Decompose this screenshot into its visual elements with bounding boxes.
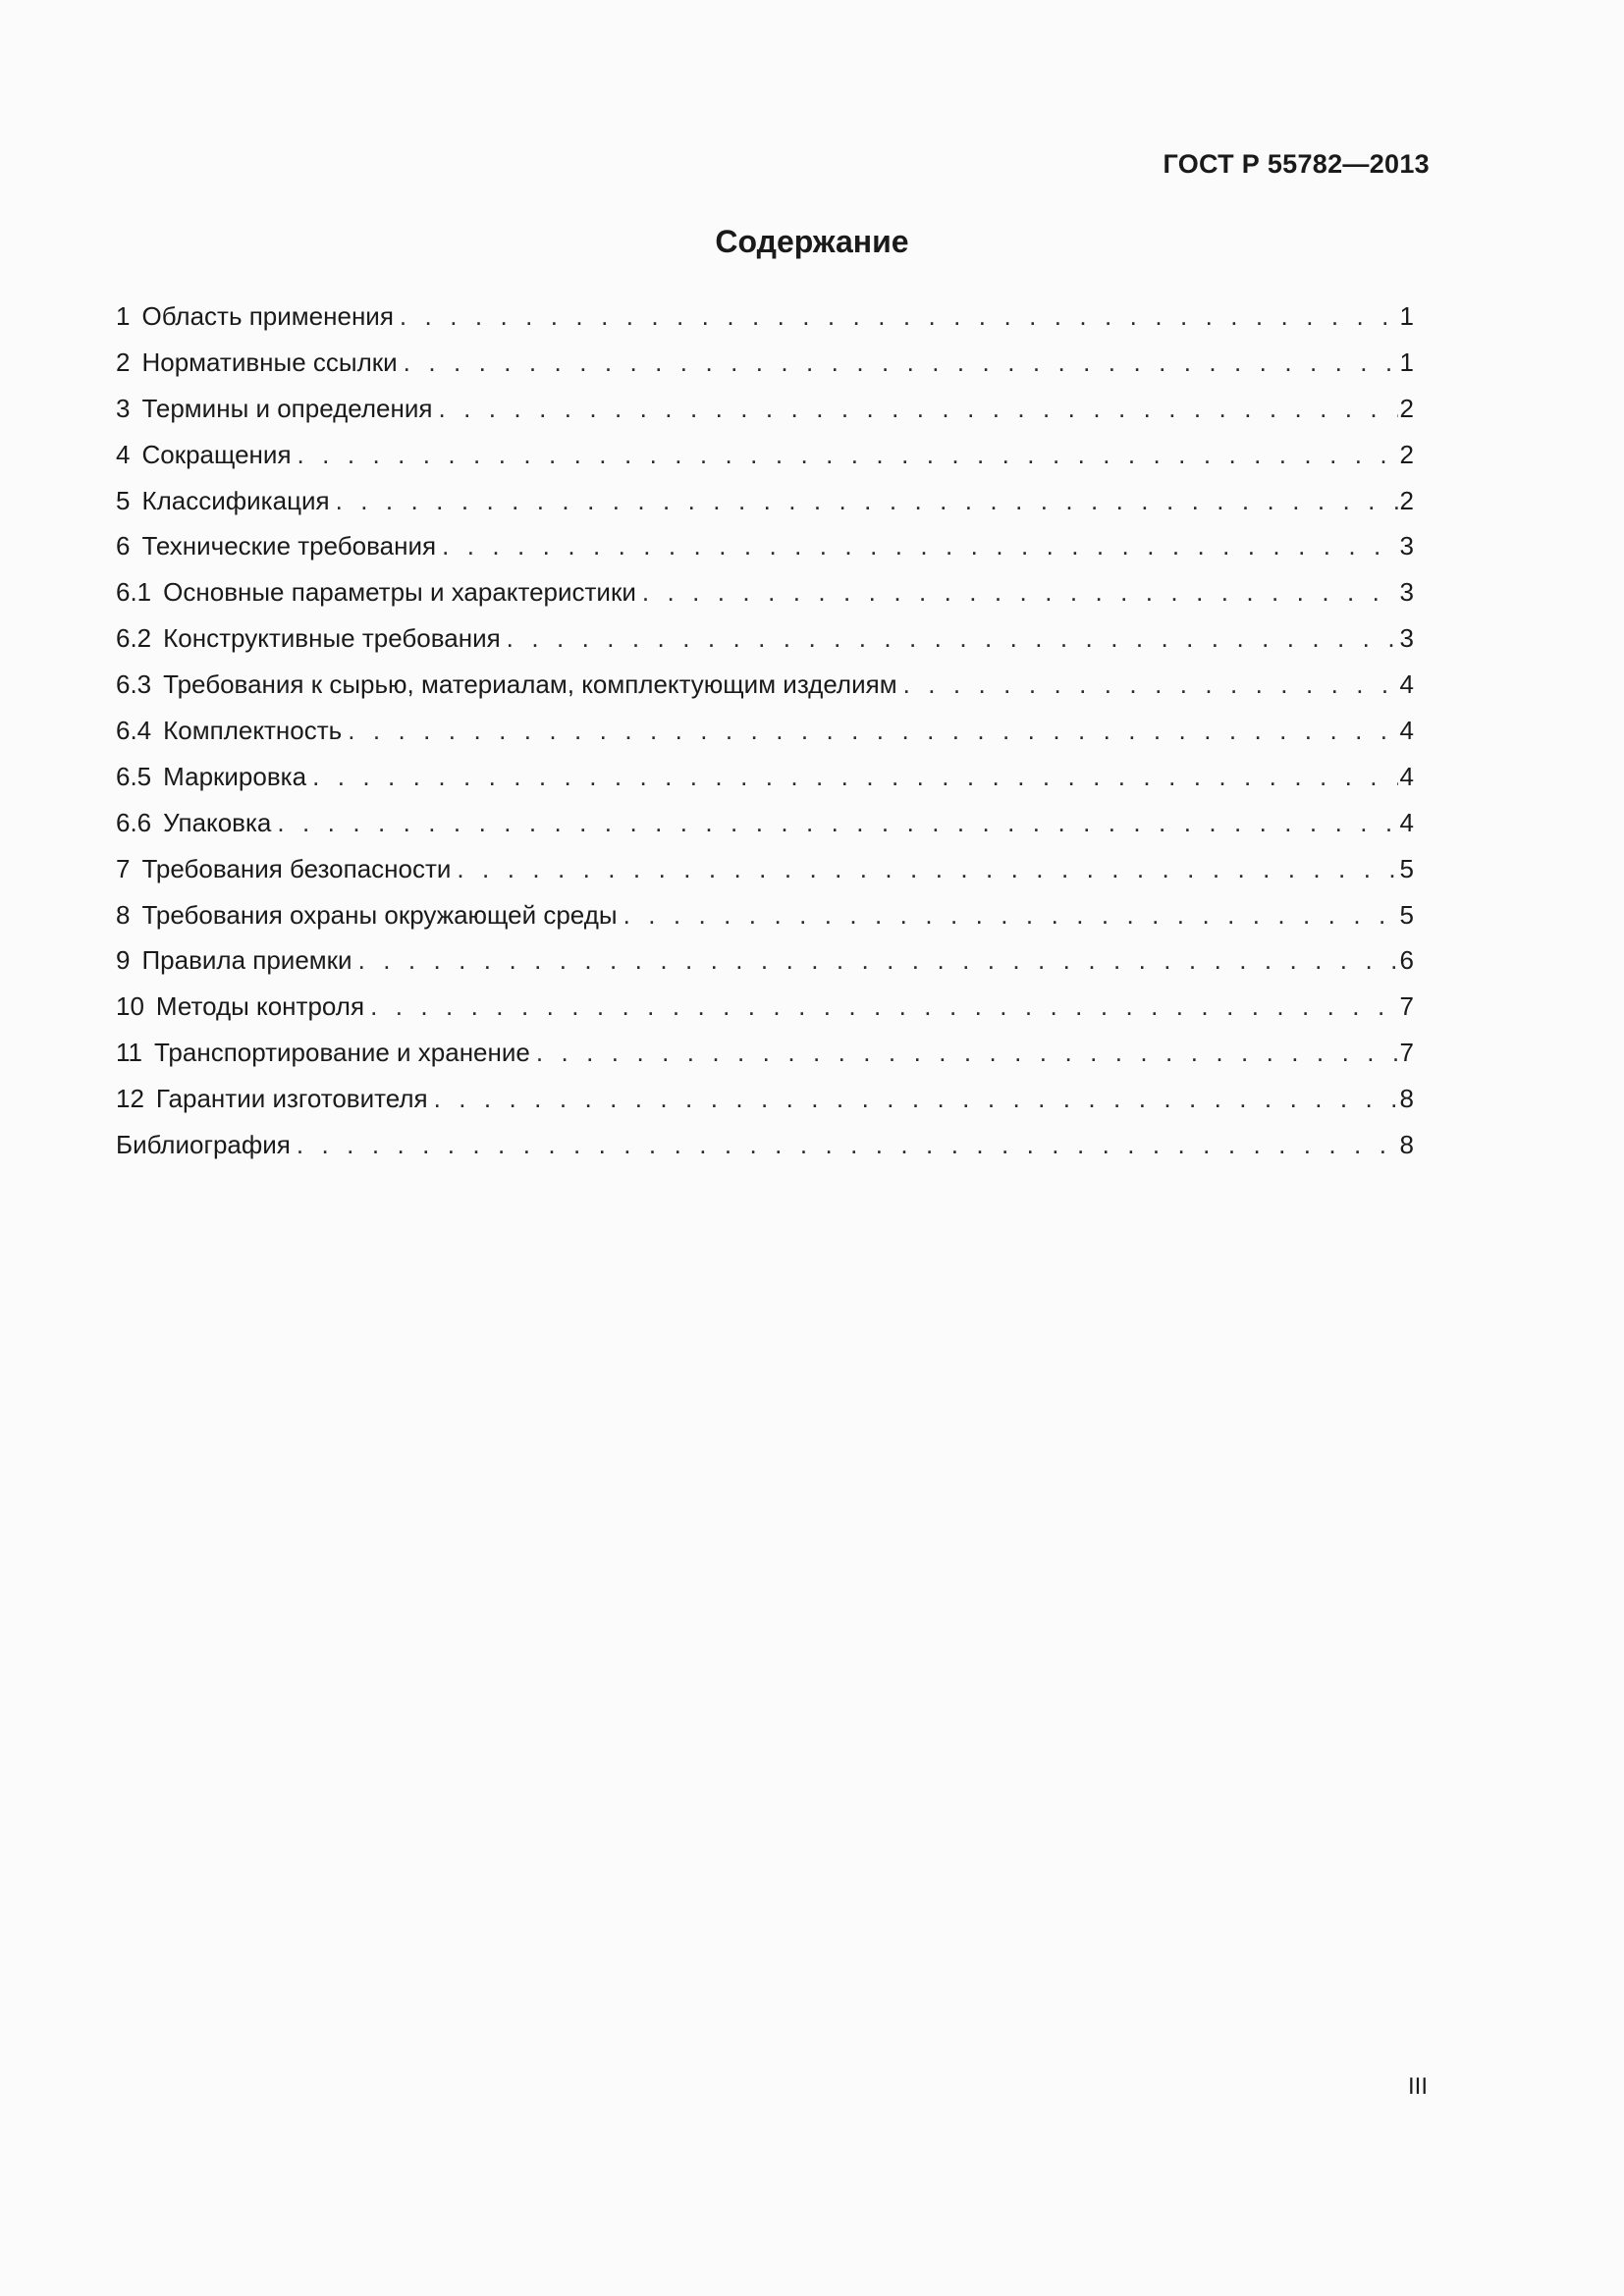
toc-item-label: Область применения [141,301,394,331]
toc-item[interactable] [116,296,1414,343]
toc-item-number: 8 [116,899,131,930]
toc-item-page: 2 [1399,485,1414,515]
toc-dot-leader [404,343,1398,382]
toc-list [116,296,1414,1171]
toc-dot-leader [623,895,1398,934]
toc-item[interactable] [116,1079,1414,1125]
toc-item-page: 1 [1399,301,1414,331]
toc-dot-leader [434,1079,1398,1118]
toc-item-label: Термины и определения [141,393,433,423]
toc-item[interactable] [116,665,1414,711]
toc-dot-leader [642,572,1398,612]
toc-item-label: Транспортирование и хранение [154,1038,530,1068]
toc-item[interactable] [116,435,1414,481]
toc-dot-leader [298,435,1398,474]
toc-dot-leader [348,711,1397,750]
toc-item-page: 3 [1399,623,1414,654]
toc-item-number: 5 [116,485,131,515]
toc-item-number: 2 [116,347,131,377]
toc-dot-leader [903,665,1398,704]
toc-item-label: Технические требования [141,531,437,561]
toc-item[interactable] [116,389,1414,435]
toc-item-page: 4 [1399,716,1414,746]
toc-item-label: Маркировка [163,761,307,791]
toc-item[interactable] [116,849,1414,895]
toc-item[interactable] [116,940,1414,987]
toc-item-number: 3 [116,393,131,423]
toc-item-label: Упаковка [163,807,272,837]
toc-item-number: 11 [116,1038,142,1068]
toc-item[interactable] [116,1125,1414,1171]
toc-item-page: 7 [1399,1038,1414,1068]
toc-item-label: Требования к сырью, материалам, комплектующим изделиям [163,669,897,700]
toc-item-label: Основные параметры и характеристики [163,577,636,608]
toc-item-label: Классификация [141,485,330,515]
toc-item-number: 1 [116,301,131,331]
toc-item-page: 8 [1399,1084,1414,1114]
toc-dot-leader [277,803,1397,842]
document-code: ГОСТ Р 55782—2013 [1163,149,1430,179]
toc-dot-leader [358,940,1398,980]
toc-item-number: 6.5 [116,761,152,791]
toc-item-page: 4 [1399,807,1414,837]
toc-item-number: 6.6 [116,807,152,837]
toc-item-label: Нормативные ссылки [141,347,398,377]
toc-item-page: 3 [1399,531,1414,561]
toc-dot-leader [457,849,1397,888]
toc-item-label: Правила приемки [141,945,352,976]
toc-item-label: Комплектность [163,716,343,746]
toc-dot-leader [507,618,1398,658]
toc-item[interactable] [116,803,1414,849]
toc-item[interactable] [116,481,1414,527]
toc-item-number: 6 [116,531,131,561]
toc-item-page: 1 [1399,347,1414,377]
toc-item-number: 10 [116,991,144,1022]
toc-item[interactable] [116,987,1414,1033]
toc-item-label: Требования безопасности [141,853,452,883]
toc-item-page: 6 [1399,945,1414,976]
toc-item-number: 6.4 [116,716,152,746]
toc-item[interactable] [116,526,1414,572]
toc-dot-leader [312,757,1397,796]
toc-dot-leader [400,296,1398,336]
toc-dot-leader [536,1033,1398,1072]
toc-item-page: 7 [1399,991,1414,1022]
toc-item-number: 9 [116,945,131,976]
toc-item-page: 4 [1399,669,1414,700]
toc-dot-leader [442,526,1397,565]
toc-item-label: Библиография [116,1130,291,1160]
toc-item-number: 12 [116,1084,144,1114]
toc-item[interactable] [116,572,1414,618]
toc-dot-leader [297,1125,1398,1164]
toc-item-label: Требования охраны окружающей среды [141,899,618,930]
toc-dot-leader [438,389,1397,428]
toc-item-page: 5 [1399,899,1414,930]
toc-item[interactable] [116,711,1414,757]
toc-item-page: 5 [1399,853,1414,883]
toc-item[interactable] [116,757,1414,803]
toc-item-page: 4 [1399,761,1414,791]
toc-item-number: 6.1 [116,577,152,608]
toc-item-page: 3 [1399,577,1414,608]
toc-item-label: Сокращения [141,439,292,469]
toc-item-label: Гарантии изготовителя [155,1084,428,1114]
toc-item-page: 8 [1399,1130,1414,1160]
toc-item[interactable] [116,1033,1414,1079]
toc-item-number: 6.2 [116,623,152,654]
toc-dot-leader [336,481,1398,520]
toc-item-number: 6.3 [116,669,152,700]
page-number: III [1407,2073,1428,2100]
toc-dot-leader [370,987,1397,1026]
toc-title: Содержание [715,224,909,259]
toc-item[interactable] [116,618,1414,665]
toc-item-number: 7 [116,853,131,883]
toc-item-label: Методы контроля [155,991,365,1022]
toc-item-page: 2 [1399,393,1414,423]
toc-item[interactable] [116,895,1414,941]
toc-item[interactable] [116,343,1414,389]
toc-item-label: Конструктивные требования [163,623,501,654]
toc-item-page: 2 [1399,439,1414,469]
toc-item-number: 4 [116,439,131,469]
